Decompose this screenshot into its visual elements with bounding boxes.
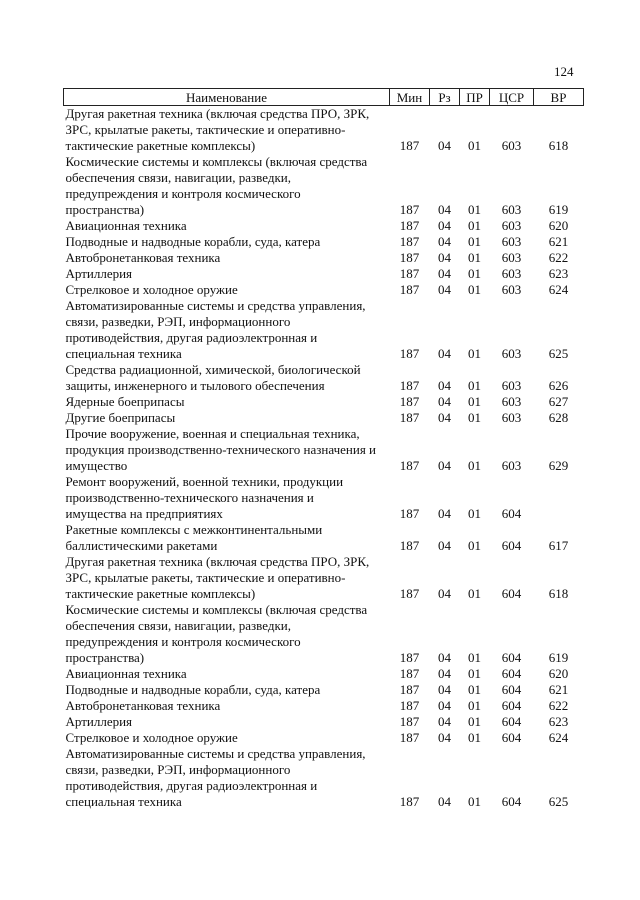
cell-rz: 04 [438, 282, 451, 297]
cell-name: Автоматизированные системы и средства управления, связи, разведки, РЭП, информационного противодействия, другая радиоэлектронная и специальная техника [65, 298, 366, 361]
cell-csr: 603 [501, 394, 522, 409]
cell-rz: 04 [438, 650, 451, 665]
cell-rz: 04 [438, 682, 451, 697]
cell-rz: 04 [438, 714, 451, 729]
cell-min: 187 [399, 730, 420, 745]
cell-min: 187 [399, 506, 420, 521]
table-row [64, 394, 584, 410]
cell-rz: 04 [438, 730, 451, 745]
cell-csr: 604 [501, 666, 522, 681]
cell-min: 187 [399, 266, 420, 281]
cell-pr: 01 [468, 250, 481, 265]
cell-rz: 04 [438, 138, 451, 153]
cell-rz: 04 [438, 234, 451, 249]
cell-rz: 04 [438, 410, 451, 425]
cell-name: Средства радиационной, химической, биологической защиты, инженерного и тылового обеспечения [65, 362, 361, 393]
cell-vr: 619 [548, 650, 569, 665]
cell-name: Автоматизированные системы и средства управления, связи, разведки, РЭП, информационного противодействия, другая радиоэлектронная и специальная техника [65, 746, 366, 809]
table-row [64, 362, 584, 394]
cell-csr: 603 [501, 410, 522, 425]
page-number: 124 [554, 64, 574, 79]
cell-rz: 04 [438, 794, 451, 809]
table-row [64, 426, 584, 474]
cell-name: Другие боеприпасы [65, 410, 176, 425]
cell-rz: 04 [438, 394, 451, 409]
table-row [64, 218, 584, 234]
cell-pr: 01 [468, 346, 481, 361]
cell-rz: 04 [438, 266, 451, 281]
cell-rz: 04 [438, 698, 451, 713]
cell-vr: 621 [548, 234, 569, 249]
cell-pr: 01 [468, 394, 481, 409]
cell-csr: 603 [501, 266, 522, 281]
cell-min: 187 [399, 138, 420, 153]
column-header-vr: ВР [534, 89, 584, 106]
cell-csr: 604 [501, 714, 522, 729]
cell-vr: 620 [548, 218, 569, 233]
budget-classification-table [63, 88, 584, 810]
cell-pr: 01 [468, 714, 481, 729]
cell-pr: 01 [468, 698, 481, 713]
table-row [64, 266, 584, 282]
cell-name: Авиационная техника [65, 218, 187, 233]
cell-min: 187 [399, 682, 420, 697]
cell-name: Автобронетанковая техника [65, 698, 221, 713]
cell-vr: 629 [548, 458, 569, 473]
cell-name: Другая ракетная техника (включая средства ПРО, ЗРК, ЗРС, крылатые ракеты, тактические и оперативно-тактические ракетные комплексы) [65, 106, 370, 153]
cell-csr: 604 [501, 682, 522, 697]
table-row [64, 522, 584, 554]
cell-vr: 621 [548, 682, 569, 697]
cell-name: Ракетные комплексы с межконтинентальными баллистическими ракетами [65, 522, 323, 553]
cell-csr: 603 [501, 282, 522, 297]
cell-rz: 04 [438, 378, 451, 393]
cell-min: 187 [399, 282, 420, 297]
cell-min: 187 [399, 650, 420, 665]
cell-name: Космические системы и комплексы (включая средства обеспечения связи, навигации, разведки, предупреждения и контроля космического пространства) [65, 602, 368, 665]
cell-rz: 04 [438, 346, 451, 361]
cell-pr: 01 [468, 586, 481, 601]
cell-pr: 01 [468, 282, 481, 297]
cell-csr: 603 [501, 218, 522, 233]
cell-vr: 625 [548, 794, 569, 809]
table-row [64, 234, 584, 250]
cell-vr: 625 [548, 346, 569, 361]
cell-vr [534, 474, 584, 522]
cell-pr: 01 [468, 202, 481, 217]
cell-name: Прочие вооружение, военная и специальная техника, продукция производственно-технического назначения и имущество [65, 426, 377, 473]
table-row [64, 250, 584, 266]
cell-vr: 623 [548, 714, 569, 729]
cell-name: Стрелковое и холодное оружие [65, 730, 238, 745]
cell-pr: 01 [468, 538, 481, 553]
table-row [64, 682, 584, 698]
cell-vr: 622 [548, 698, 569, 713]
cell-name: Подводные и надводные корабли, суда, катера [65, 682, 321, 697]
table-row [64, 282, 584, 298]
cell-pr: 01 [468, 650, 481, 665]
cell-vr: 622 [548, 250, 569, 265]
cell-min: 187 [399, 586, 420, 601]
cell-pr: 01 [468, 458, 481, 473]
table-header-row [64, 89, 584, 106]
cell-csr: 603 [501, 138, 522, 153]
cell-min: 187 [399, 666, 420, 681]
cell-min: 187 [399, 538, 420, 553]
cell-vr: 618 [548, 586, 569, 601]
cell-csr: 604 [501, 506, 522, 521]
cell-csr: 603 [501, 458, 522, 473]
cell-vr: 623 [548, 266, 569, 281]
cell-min: 187 [399, 234, 420, 249]
column-header-csr: ЦСР [490, 89, 534, 106]
cell-rz: 04 [438, 506, 451, 521]
cell-name: Подводные и надводные корабли, суда, катера [65, 234, 321, 249]
cell-csr: 603 [501, 346, 522, 361]
cell-min: 187 [399, 394, 420, 409]
cell-pr: 01 [468, 378, 481, 393]
column-header-rz: Рз [430, 89, 460, 106]
cell-rz: 04 [438, 586, 451, 601]
cell-min: 187 [399, 346, 420, 361]
cell-rz: 04 [438, 202, 451, 217]
cell-rz: 04 [438, 666, 451, 681]
cell-min: 187 [399, 794, 420, 809]
table-row [64, 154, 584, 218]
cell-vr: 624 [548, 730, 569, 745]
cell-csr: 604 [501, 698, 522, 713]
column-header-pr: ПР [460, 89, 490, 106]
cell-name: Другая ракетная техника (включая средства ПРО, ЗРК, ЗРС, крылатые ракеты, тактические и оперативно-тактические ракетные комплексы) [65, 554, 370, 601]
table-row [64, 714, 584, 730]
cell-rz: 04 [438, 218, 451, 233]
cell-min: 187 [399, 410, 420, 425]
cell-vr: 620 [548, 666, 569, 681]
cell-pr: 01 [468, 218, 481, 233]
cell-vr: 617 [548, 538, 569, 553]
cell-csr: 603 [501, 234, 522, 249]
table-row [64, 730, 584, 746]
cell-name: Артиллерия [65, 266, 133, 281]
cell-pr: 01 [468, 234, 481, 249]
cell-min: 187 [399, 698, 420, 713]
cell-csr: 604 [501, 538, 522, 553]
cell-pr: 01 [468, 794, 481, 809]
cell-pr: 01 [468, 506, 481, 521]
column-header-min: Мин [390, 89, 430, 106]
cell-csr: 603 [501, 378, 522, 393]
cell-rz: 04 [438, 458, 451, 473]
table-row [64, 698, 584, 714]
cell-name: Автобронетанковая техника [65, 250, 221, 265]
table-row [64, 474, 584, 522]
cell-name: Артиллерия [65, 714, 133, 729]
cell-pr: 01 [468, 266, 481, 281]
table-row [64, 746, 584, 810]
table-row [64, 666, 584, 682]
cell-min: 187 [399, 202, 420, 217]
cell-csr: 604 [501, 794, 522, 809]
cell-min: 187 [399, 458, 420, 473]
cell-vr: 619 [548, 202, 569, 217]
cell-pr: 01 [468, 410, 481, 425]
cell-pr: 01 [468, 682, 481, 697]
table-row [64, 602, 584, 666]
cell-rz: 04 [438, 250, 451, 265]
cell-vr: 624 [548, 282, 569, 297]
cell-min: 187 [399, 378, 420, 393]
cell-min: 187 [399, 250, 420, 265]
cell-pr: 01 [468, 666, 481, 681]
cell-vr: 627 [548, 394, 569, 409]
cell-rz: 04 [438, 538, 451, 553]
cell-name: Ремонт вооружений, военной техники, продукции производственно-технического назначения и имущества на предприятиях [65, 474, 344, 521]
cell-vr: 618 [548, 138, 569, 153]
cell-name: Космические системы и комплексы (включая средства обеспечения связи, навигации, разведки, предупреждения и контроля космического пространства) [65, 154, 368, 217]
cell-name: Авиационная техника [65, 666, 187, 681]
table-row [64, 410, 584, 426]
cell-vr: 626 [548, 378, 569, 393]
cell-pr: 01 [468, 138, 481, 153]
cell-name: Ядерные боеприпасы [65, 394, 185, 409]
cell-pr: 01 [468, 730, 481, 745]
cell-vr: 628 [548, 410, 569, 425]
table-body [64, 106, 584, 811]
table-row [64, 554, 584, 602]
cell-min: 187 [399, 714, 420, 729]
cell-csr: 604 [501, 650, 522, 665]
table-row [64, 106, 584, 155]
cell-name: Стрелковое и холодное оружие [65, 282, 238, 297]
cell-min: 187 [399, 218, 420, 233]
cell-csr: 603 [501, 250, 522, 265]
cell-csr: 604 [501, 730, 522, 745]
column-header-name: Наименование [64, 89, 390, 106]
table-row [64, 298, 584, 362]
cell-csr: 603 [501, 202, 522, 217]
cell-csr: 604 [501, 586, 522, 601]
